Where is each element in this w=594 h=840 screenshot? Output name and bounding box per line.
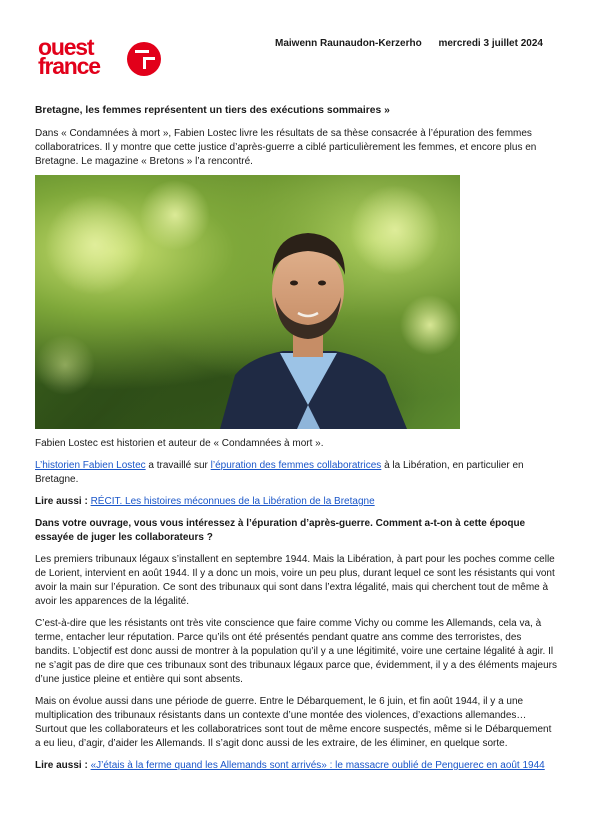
header [35, 0, 559, 100]
link-historian[interactable]: L’historien Fabien Lostec [35, 460, 146, 471]
article-body [35, 127, 559, 781]
read-also-2 [35, 759, 559, 773]
read-also-label-2: Lire aussi : [35, 760, 91, 771]
author-photo [35, 175, 460, 429]
paragraph-1-end: à la Libération, en particulier en Bretagne. [35, 460, 524, 485]
logo-circle-icon [127, 42, 161, 76]
article-intro: Dans « Condamnées à mort », Fabien Lostec livre les résultats de sa thèse consacrée à l’épuration des femmes collaboratrices. Il y montre que cette justice d’après-guerre a ciblé particulièrement les femmes, et encore plus en Bretagne. Le magazine « Bretons » l’a rencontré. [35, 128, 537, 167]
logo-line-2: france [38, 53, 100, 79]
paragraph-1 [35, 459, 559, 487]
read-also-link-2[interactable]: «J’étais à la ferme quand les Allemands sont arrivés» : le massacre oublié de Penguerec en août 1944 [90, 760, 545, 771]
photo-caption: Fabien Lostec est historien et auteur de « Condamnées à mort ». [35, 438, 324, 449]
read-also-link-1[interactable]: RÉCIT. Les histoires méconnues de la Libération de la Bretagne [90, 496, 375, 507]
read-also-1 [35, 495, 559, 509]
read-also-label: Lire aussi : [35, 496, 91, 507]
answer-paragraph-1: Les premiers tribunaux légaux s’installent en septembre 1944. Mais la Libération, à part pour les poches comme celle de Lorient, intervient en août 1944. Il y a donc un mois, voire un peu plus, durant lequel ce sont les résistants qui vont avoir la main sur l’épuration. Ce sont des tribunaux qui sont dans l’extra légalité, mais qui cherchent tout de même à avoir les apparences de la légalité. [35, 554, 555, 607]
article-title: Bretagne, les femmes représentent un tiers des exécutions sommaires » [35, 105, 390, 116]
article-page [35, 0, 559, 771]
publication-date: mercredi 3 juillet 2024 [438, 38, 543, 49]
answer-paragraph-3: Mais on évolue aussi dans une période de guerre. Entre le Débarquement, le 6 juin, et fin août 1944, il y a une multiplication des tribunaux résistants dans un contexte d’une montée des violences, d’exactions allemandes… Surtout que les collaborateurs et les collaboratrices sont tout de même encore suspectés, même si le Débarquement a eu lieu, d’agir, d’aider les Allemands. Il s’agit donc aussi de les extraire, de les éliminer, en quelque sorte. [35, 696, 552, 749]
ouest-france-logo[interactable] [38, 34, 168, 82]
logo-wordmark [38, 34, 100, 79]
answer-paragraph-2: C’est-à-dire que les résistants ont très vite conscience que faire comme Vichy ou comme les Allemands, cela va, à terme, entacher leur réputation. Parce qu’ils ont été présentés pendant quatre ans comme des terroristes, des bandits. L’objectif est donc aussi de montrer à la population qu’il y a une légitimité, voire une certaine légalité à agir. Il ne s’agit pas de dire que ces tribunaux sont des tribunaux légaux parce que, évidemment, il y a des éléments majeurs d’une justice pleine et entière qui sont absents. [35, 618, 557, 685]
article-meta [275, 38, 543, 49]
interview-question: Dans votre ouvrage, vous vous intéressez à l’épuration d’après-guerre. Comment a-t-on à cette époque essayée de juger les collaborateurs ? [35, 518, 526, 543]
logo-line-1: ouest [38, 34, 94, 60]
paragraph-1-mid: a travaillé sur [145, 460, 211, 471]
link-epuration[interactable]: l’épuration des femmes collaboratrices [210, 460, 382, 471]
author-name: Maiwenn Raunaudon-Kerzerho [275, 38, 422, 49]
